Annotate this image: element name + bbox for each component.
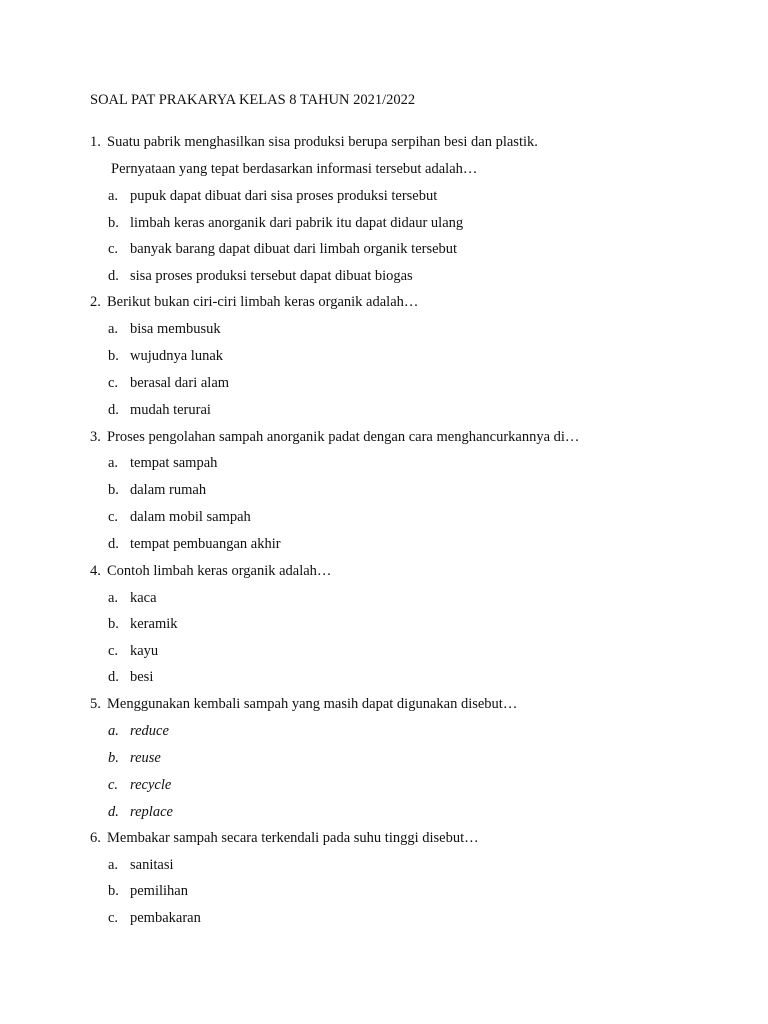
option-text: keramik bbox=[130, 616, 178, 632]
option-text: berasal dari alam bbox=[130, 375, 230, 391]
option-label: c. bbox=[108, 910, 119, 926]
option-text: pembakaran bbox=[130, 910, 201, 926]
option-text: reduce bbox=[130, 723, 169, 739]
option-label: b. bbox=[108, 215, 119, 231]
option-label: d. bbox=[108, 536, 119, 552]
option-label: d. bbox=[108, 804, 119, 820]
question-text: Proses pengolahan sampah anorganik padat dengan cara menghancurkannya di… bbox=[107, 429, 580, 445]
question-text: Menggunakan kembali sampah yang masih dapat digunakan disebut… bbox=[107, 696, 518, 712]
option-label: b. bbox=[108, 883, 119, 899]
option-text: replace bbox=[130, 804, 173, 820]
option-label: b. bbox=[108, 482, 119, 498]
question-number: 1. bbox=[90, 134, 101, 150]
option-text: tempat pembuangan akhir bbox=[130, 536, 281, 552]
question-text: Berikut bukan ciri-ciri limbah keras organik adalah… bbox=[107, 294, 419, 310]
option-text: tempat sampah bbox=[130, 455, 218, 471]
option-text: sanitasi bbox=[130, 857, 174, 873]
option-text: mudah terurai bbox=[130, 402, 211, 418]
option-label: d. bbox=[108, 268, 119, 284]
option-text: banyak barang dapat dibuat dari limbah organik tersebut bbox=[130, 241, 458, 257]
page-title: SOAL PAT PRAKARYA KELAS 8 TAHUN 2021/2022 bbox=[90, 92, 416, 108]
question-number: 4. bbox=[90, 563, 101, 579]
question-number: 3. bbox=[90, 429, 101, 445]
option-label: a. bbox=[108, 188, 119, 204]
question-text: Suatu pabrik menghasilkan sisa produksi berupa serpihan besi dan plastik. bbox=[107, 134, 538, 150]
option-label: a. bbox=[108, 590, 119, 606]
option-label: d. bbox=[108, 669, 119, 685]
option-text: besi bbox=[130, 669, 154, 685]
option-text: dalam rumah bbox=[130, 482, 207, 498]
option-label: a. bbox=[108, 321, 119, 337]
question-number: 5. bbox=[90, 696, 101, 712]
option-text: pupuk dapat dibuat dari sisa proses produksi tersebut bbox=[130, 188, 438, 204]
option-label: a. bbox=[108, 723, 119, 739]
option-text: wujudnya lunak bbox=[130, 348, 224, 364]
option-label: b. bbox=[108, 616, 119, 632]
option-label: c. bbox=[108, 241, 119, 257]
option-text: pemilihan bbox=[130, 883, 188, 899]
question-number: 6. bbox=[90, 830, 101, 846]
option-label: c. bbox=[108, 643, 119, 659]
option-label: c. bbox=[108, 509, 119, 525]
option-label: c. bbox=[108, 777, 119, 793]
option-text: kaca bbox=[130, 590, 157, 606]
option-label: b. bbox=[108, 348, 119, 364]
option-label: a. bbox=[108, 455, 119, 471]
option-text: recycle bbox=[130, 777, 172, 793]
option-text: dalam mobil sampah bbox=[130, 509, 251, 525]
option-text: kayu bbox=[130, 643, 159, 659]
question-text: Contoh limbah keras organik adalah… bbox=[107, 563, 332, 579]
option-text: bisa membusuk bbox=[130, 321, 221, 337]
option-label: a. bbox=[108, 857, 119, 873]
option-label: b. bbox=[108, 750, 119, 766]
option-label: d. bbox=[108, 402, 119, 418]
option-label: c. bbox=[108, 375, 119, 391]
question-continuation: Pernyataan yang tepat berdasarkan informasi tersebut adalah… bbox=[111, 161, 478, 177]
question-text: Membakar sampah secara terkendali pada suhu tinggi disebut… bbox=[107, 830, 479, 846]
option-text: limbah keras anorganik dari pabrik itu dapat didaur ulang bbox=[130, 215, 464, 231]
option-text: sisa proses produksi tersebut dapat dibuat biogas bbox=[130, 268, 413, 284]
question-number: 2. bbox=[90, 294, 101, 310]
option-text: reuse bbox=[130, 750, 161, 766]
